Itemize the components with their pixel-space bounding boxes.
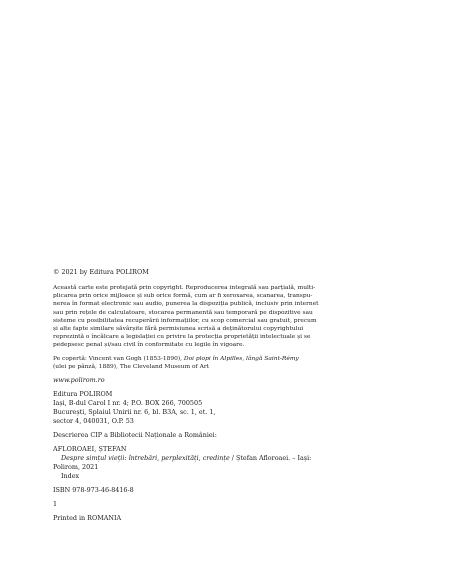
publisher-address-line: sector 4, 040031, O.P. 53 <box>53 417 134 426</box>
cip-author: AFLOROAEI, ȘTEFAN <box>53 445 127 454</box>
legal-notice-line: pedepsesc penal și/sau civil în conformitate cu legile în vigoare. <box>53 342 245 349</box>
publisher-address-line: Iași, B-dul Carol I nr. 4; P.O. BOX 266, 700505 <box>53 399 203 408</box>
legal-notice-line: reprezintă o încălcare a legislației cu privire la protecția proprietății intelectuale și se <box>53 334 311 341</box>
legal-notice-line: sisteme cu posibilitatea recuperării informațiilor, cu scop comercial sau gratuit, precum <box>53 317 317 324</box>
cover-painting-title: Doi plopi în Alpilles, lângă Saint-Rémy <box>183 355 299 362</box>
legal-notice-line: sau prin rețele de calculatoare, stocarea permanentă sau temporară pe dispozitive sau <box>53 309 313 316</box>
legal-notice-line: nerea în format electronic sau audio, punerea la dispoziția publică, inclusiv prin internet <box>53 301 319 308</box>
cip-number: 1 <box>53 500 58 509</box>
cip-record <box>53 445 401 481</box>
cip-title-rest: / Ștefan Afloroaei. – Iași: <box>229 454 312 463</box>
cover-credit <box>53 355 401 371</box>
website-link[interactable]: www.polirom.ro <box>53 376 105 385</box>
legal-notice-line: și alte fapte similare săvârșite fără permisiunea scrisă a deținătorului copyrightului <box>53 326 304 333</box>
copyright-page <box>53 268 401 523</box>
publisher-block <box>53 390 401 426</box>
legal-notice-line: Această carte este protejată prin copyright. Reproducerea integrală sau parțială, multi- <box>53 285 316 291</box>
legal-notice <box>53 284 401 350</box>
printed-in: Printed in ROMANIA <box>53 514 122 523</box>
copyright-line: © 2021 by Editura POLIROM <box>53 268 149 276</box>
publisher-address-line: București, Splaiul Unirii nr. 6, bl. B3A, sc. 1, et. 1, <box>53 408 216 417</box>
cover-credit-prefix: Pe copertă: Vincent van Gogh (1853-1890), <box>53 355 184 362</box>
legal-notice-line: plicarea prin orice mijloace și sub orice formă, cum ar fi xeroxarea, scanarea, transpu- <box>53 293 313 300</box>
cip-index: Index <box>61 472 80 481</box>
cip-publisher-line: Polirom, 2021 <box>53 463 99 472</box>
cip-book-title: Despre simțul vieții: întrebări, perplexități, credințe <box>61 454 230 463</box>
isbn: ISBN 978-973-46-8416-8 <box>53 486 134 495</box>
cip-heading: Descrierea CIP a Bibliotecii Naționale a României: <box>53 431 217 440</box>
cover-credit-line2: (ulei pe pânză, 1889), The Cleveland Museum of Art <box>53 363 210 370</box>
publisher-name: Editura POLIROM <box>53 390 113 399</box>
